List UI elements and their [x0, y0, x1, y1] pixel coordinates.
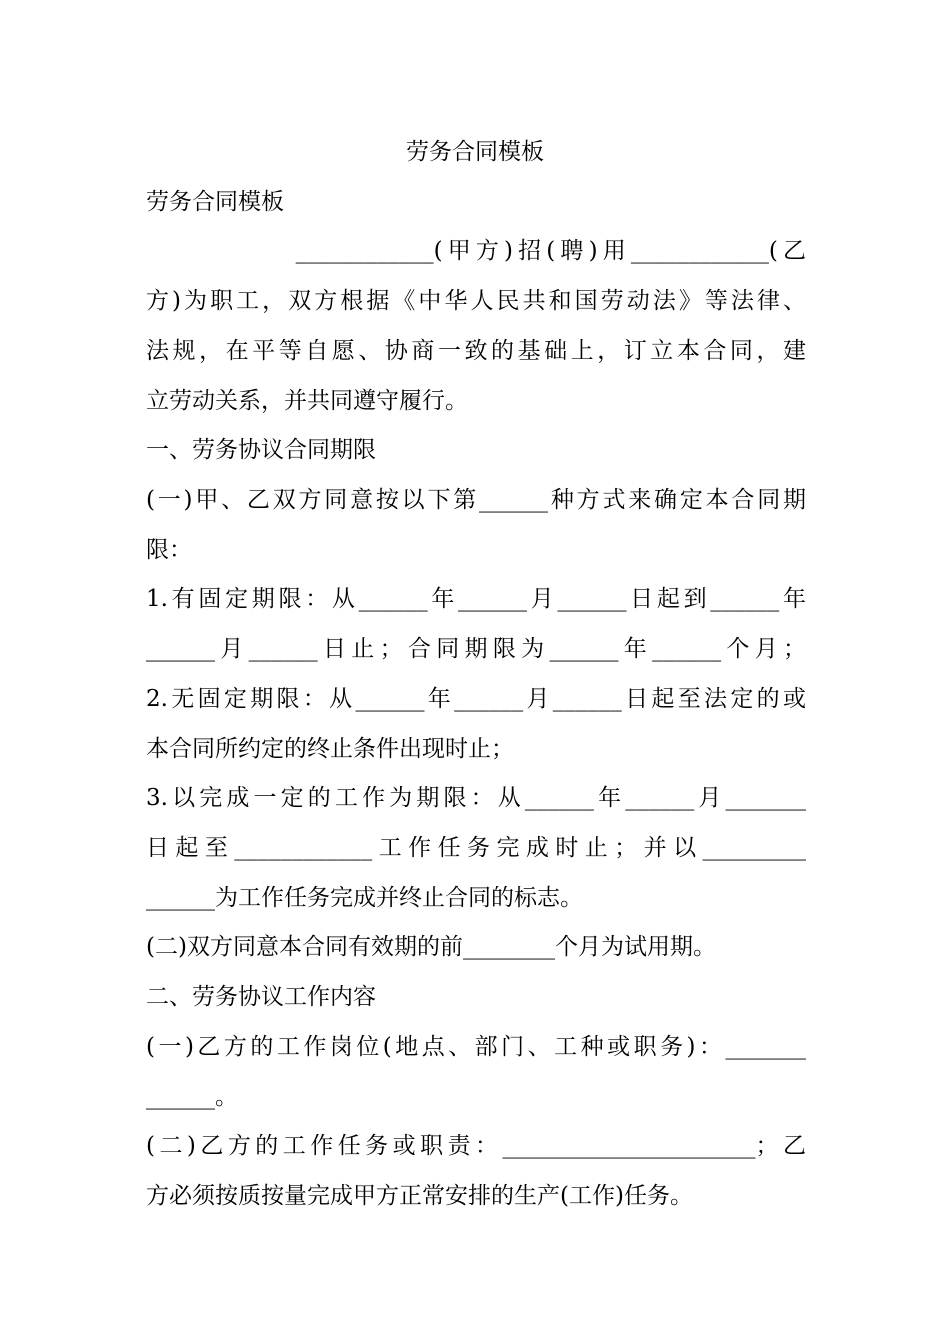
subtitle-line: 劳务合同模板	[146, 189, 284, 215]
paragraph-line: (二)双方同意本合同有效期的前________个月为试用期。	[146, 934, 716, 960]
paragraph-line: 限：	[146, 537, 192, 563]
paragraph-line: ______月______日止；合同期限为______年______个月；	[146, 636, 806, 662]
paragraph-line: 方必须按质按量完成甲方正常安排的生产(工作)任务。	[146, 1183, 693, 1209]
paragraph-line: 法规，在平等自愿、协商一致的基础上，订立本合同，建	[146, 338, 806, 364]
paragraph-line: ______。	[146, 1084, 238, 1110]
paragraph-line: 3.以完成一定的工作为期限：从______年______月_______	[146, 785, 806, 811]
paragraph-line: (一)甲、乙双方同意按以下第______种方式来确定本合同期	[146, 487, 806, 513]
paragraph-line: 本合同所约定的终止条件出现时止；	[146, 736, 514, 762]
paragraph-line: (二)乙方的工作任务或职责：______________________；乙	[146, 1133, 806, 1159]
section-heading: 二、劳务协议工作内容	[146, 984, 376, 1010]
paragraph-line: ____________(甲方)招(聘)用____________(乙	[146, 238, 806, 264]
paragraph-line: 2.无固定期限：从______年______月______日起至法定的或	[146, 686, 806, 712]
paragraph-line: 立劳动关系，并共同遵守履行。	[146, 388, 468, 414]
paragraph-line: (一)乙方的工作岗位(地点、部门、工种或职务)：_______	[146, 1034, 806, 1060]
paragraph-line: 1.有固定期限：从______年______月______日起到______年	[146, 586, 806, 612]
document-title: 劳务合同模板	[406, 139, 544, 165]
paragraph-line: 方)为职工，双方根据《中华人民共和国劳动法》等法律、	[146, 288, 806, 314]
paragraph-line: 日起至____________工作任务完成时止；并以_________	[146, 835, 806, 861]
section-heading: 一、劳务协议合同期限	[146, 437, 376, 463]
paragraph-line: ______为工作任务完成并终止合同的标志。	[146, 885, 583, 911]
